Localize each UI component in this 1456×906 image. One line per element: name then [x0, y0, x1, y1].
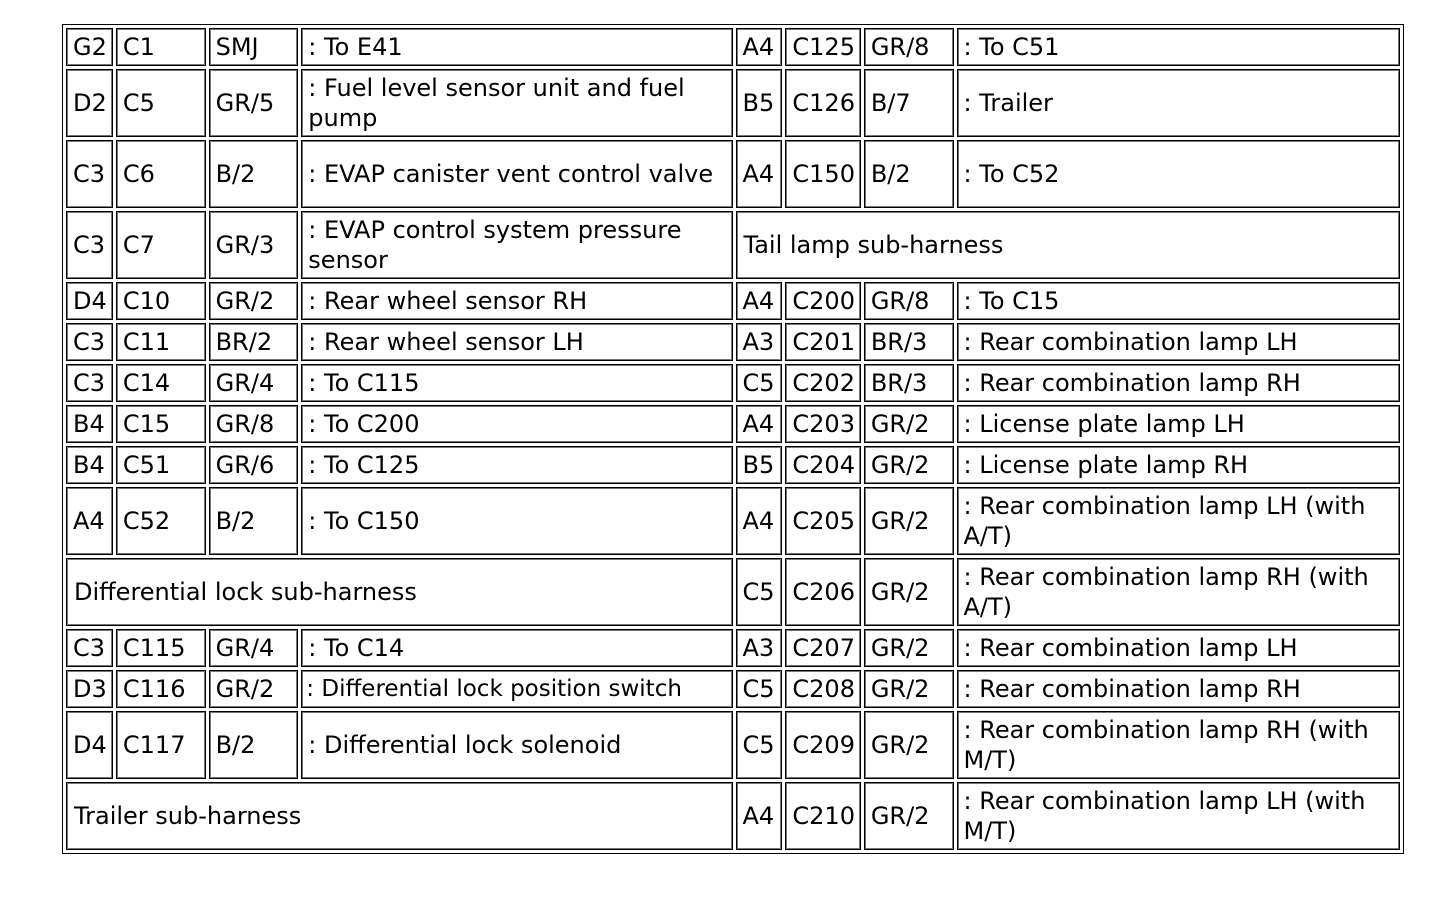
description-cell: : To C115 — [301, 364, 732, 402]
table-row — [66, 364, 1400, 402]
description-cell: : To C200 — [301, 405, 732, 443]
grid-cell: C3 — [66, 323, 113, 361]
grid-cell: G2 — [66, 28, 113, 66]
description-cell: : EVAP control system pressure sensor — [301, 211, 732, 279]
grid-cell: B5 — [736, 69, 783, 137]
connector-code-cell: C126 — [785, 69, 860, 137]
grid-cell: B5 — [736, 446, 783, 484]
table-row — [66, 711, 1400, 779]
description-cell: : Rear combination lamp LH — [957, 323, 1400, 361]
description-cell: : Fuel level sensor unit and fuel pump — [301, 69, 732, 137]
description-cell: : EVAP canister vent control valve — [301, 140, 732, 208]
grid-cell: A4 — [736, 282, 783, 320]
description-cell: : Rear wheel sensor RH — [301, 282, 732, 320]
grid-cell: C5 — [736, 558, 783, 626]
description-cell: : Differential lock solenoid — [301, 711, 732, 779]
description-cell: : To C125 — [301, 446, 732, 484]
connector-code-cell: C14 — [116, 364, 206, 402]
grid-cell: A4 — [736, 782, 783, 850]
grid-cell: A3 — [736, 323, 783, 361]
description-cell: : Rear combination lamp LH (with A/T) — [957, 487, 1400, 555]
section-heading-differential-lock: Differential lock sub-harness — [66, 558, 733, 626]
connector-code-cell: C51 — [116, 446, 206, 484]
connector-type-cell: GR/8 — [864, 28, 954, 66]
grid-cell: C3 — [66, 211, 113, 279]
grid-cell: C3 — [66, 140, 113, 208]
connector-code-cell: C206 — [785, 558, 860, 626]
connector-type-cell: GR/2 — [864, 558, 954, 626]
table-row — [66, 211, 1400, 279]
connector-code-cell: C125 — [785, 28, 860, 66]
connector-code-cell: C115 — [116, 629, 206, 667]
connector-code-cell: C205 — [785, 487, 860, 555]
grid-cell: A4 — [736, 487, 783, 555]
connector-type-cell: GR/2 — [864, 405, 954, 443]
connector-type-cell: BR/3 — [864, 323, 954, 361]
table-row — [66, 140, 1400, 208]
connector-code-cell: C117 — [116, 711, 206, 779]
connector-type-cell: GR/4 — [209, 629, 299, 667]
connector-code-cell: C202 — [785, 364, 860, 402]
grid-cell: B4 — [66, 446, 113, 484]
grid-cell: D4 — [66, 711, 113, 779]
description-cell: : License plate lamp LH — [957, 405, 1400, 443]
table-row — [66, 629, 1400, 667]
connector-code-cell: C209 — [785, 711, 860, 779]
connector-code-cell: C11 — [116, 323, 206, 361]
table-row — [66, 670, 1400, 708]
grid-cell: A4 — [736, 28, 783, 66]
description-cell: : To C14 — [301, 629, 732, 667]
connector-type-cell: B/2 — [864, 140, 954, 208]
section-heading-trailer: Trailer sub-harness — [66, 782, 733, 850]
grid-cell: A4 — [736, 405, 783, 443]
connector-type-cell: B/2 — [209, 140, 299, 208]
connector-type-cell: GR/3 — [209, 211, 299, 279]
connector-code-cell: C15 — [116, 405, 206, 443]
grid-cell: C3 — [66, 364, 113, 402]
description-cell: : License plate lamp RH — [957, 446, 1400, 484]
description-cell: : To C51 — [957, 28, 1400, 66]
description-cell: : Rear combination lamp RH (with A/T) — [957, 558, 1400, 626]
connector-type-cell: GR/2 — [864, 782, 954, 850]
description-cell: : To E41 — [301, 28, 732, 66]
connector-type-cell: B/2 — [209, 487, 299, 555]
grid-cell: A4 — [736, 140, 783, 208]
description-cell: : Rear combination lamp RH — [957, 364, 1400, 402]
connector-code-cell: C210 — [785, 782, 860, 850]
description-cell: : To C52 — [957, 140, 1400, 208]
grid-cell: C5 — [736, 364, 783, 402]
grid-cell: A3 — [736, 629, 783, 667]
table-row — [66, 323, 1400, 361]
connector-type-cell: GR/2 — [864, 670, 954, 708]
connector-code-cell: C200 — [785, 282, 860, 320]
grid-cell: D3 — [66, 670, 113, 708]
connector-code-cell: C1 — [116, 28, 206, 66]
connector-code-cell: C208 — [785, 670, 860, 708]
connector-code-cell: C201 — [785, 323, 860, 361]
connector-code-cell: C207 — [785, 629, 860, 667]
description-cell: : Rear combination lamp LH — [957, 629, 1400, 667]
connector-type-cell: GR/2 — [864, 711, 954, 779]
connector-type-cell: B/2 — [209, 711, 299, 779]
connector-type-cell: GR/8 — [864, 282, 954, 320]
connector-type-cell: GR/5 — [209, 69, 299, 137]
connector-type-cell: GR/2 — [864, 487, 954, 555]
connector-code-cell: C10 — [116, 282, 206, 320]
table-row — [66, 28, 1400, 66]
connector-table — [62, 24, 1404, 854]
grid-cell: C5 — [736, 670, 783, 708]
table-row — [66, 487, 1400, 555]
connector-type-cell: SMJ — [209, 28, 299, 66]
description-cell: : To C15 — [957, 282, 1400, 320]
description-cell: : Rear combination lamp RH (with M/T) — [957, 711, 1400, 779]
connector-type-cell: GR/2 — [864, 446, 954, 484]
connector-code-cell: C204 — [785, 446, 860, 484]
connector-code-cell: C7 — [116, 211, 206, 279]
connector-type-cell: GR/2 — [209, 282, 299, 320]
connector-code-cell: C116 — [116, 670, 206, 708]
section-heading-tail-lamp: Tail lamp sub-harness — [736, 211, 1401, 279]
connector-code-cell: C203 — [785, 405, 860, 443]
table-row — [66, 446, 1400, 484]
description-cell: : Rear combination lamp RH — [957, 670, 1400, 708]
grid-cell: A4 — [66, 487, 113, 555]
description-cell: : Rear wheel sensor LH — [301, 323, 732, 361]
grid-cell: C3 — [66, 629, 113, 667]
connector-type-cell: BR/3 — [864, 364, 954, 402]
connector-type-cell: GR/6 — [209, 446, 299, 484]
grid-cell: B4 — [66, 405, 113, 443]
table-row — [66, 782, 1400, 850]
description-cell: : Differential lock position switch — [301, 670, 732, 708]
connector-type-cell: GR/4 — [209, 364, 299, 402]
table-row — [66, 405, 1400, 443]
table-row — [66, 558, 1400, 626]
grid-cell: C5 — [736, 711, 783, 779]
connector-code-cell: C6 — [116, 140, 206, 208]
grid-cell: D2 — [66, 69, 113, 137]
description-cell: : To C150 — [301, 487, 732, 555]
connector-type-cell: GR/2 — [209, 670, 299, 708]
description-cell: : Rear combination lamp LH (with M/T) — [957, 782, 1400, 850]
connector-code-cell: C150 — [785, 140, 860, 208]
connector-code-cell: C52 — [116, 487, 206, 555]
connector-type-cell: B/7 — [864, 69, 954, 137]
connector-type-cell: BR/2 — [209, 323, 299, 361]
connector-type-cell: GR/8 — [209, 405, 299, 443]
connector-code-cell: C5 — [116, 69, 206, 137]
table-row — [66, 69, 1400, 137]
connector-type-cell: GR/2 — [864, 629, 954, 667]
description-cell: : Trailer — [957, 69, 1400, 137]
table-row — [66, 282, 1400, 320]
grid-cell: D4 — [66, 282, 113, 320]
